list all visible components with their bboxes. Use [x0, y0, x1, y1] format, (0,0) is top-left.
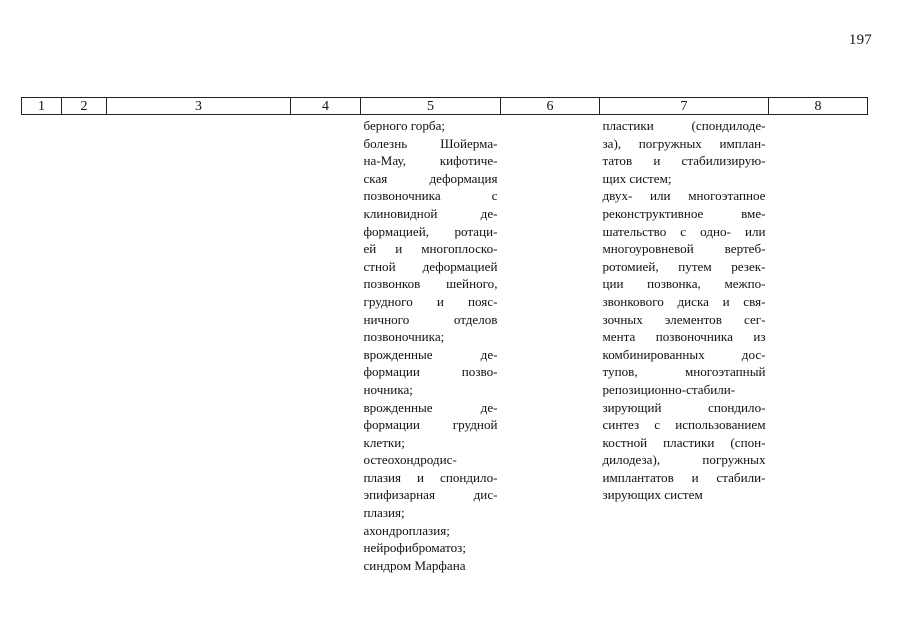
column-7-text — [600, 115, 769, 504]
text-line: ничного отделов — [363, 311, 498, 327]
text-line: имплантатов и стабили- — [602, 469, 766, 485]
cell-col-6 — [501, 115, 600, 575]
text-line: синдром Марфана — [363, 557, 466, 573]
text-line: позвоночника с — [363, 188, 498, 204]
cell-col-8 — [769, 115, 868, 575]
text-line: мента позвоночника из — [602, 329, 766, 345]
cell-col-2 — [62, 115, 107, 575]
text-line: ции позвонка, межпо- — [602, 276, 766, 292]
text-line: пластики (спондилоде- — [602, 118, 766, 133]
text-line: зочных элементов сег- — [602, 311, 766, 327]
column-header-5: 5 — [361, 98, 501, 115]
text-line: щих систем; — [602, 170, 672, 186]
text-line: костной пластики (спон- — [602, 434, 766, 450]
text-line: ахондроплазия; — [363, 522, 450, 538]
text-line: ночника; — [363, 381, 413, 397]
document-table — [21, 97, 868, 574]
table-row — [22, 115, 868, 575]
text-line: врожденные де- — [363, 346, 498, 362]
text-line: врожденные де- — [363, 399, 498, 415]
text-line: грудного и пояс- — [363, 293, 498, 309]
text-line: формации грудной — [363, 417, 498, 433]
text-line: ей и многоплоско- — [363, 241, 498, 257]
text-line: зирующий спондило- — [602, 399, 766, 415]
column-header-8: 8 — [769, 98, 868, 115]
text-line: позвоночника; — [363, 329, 445, 345]
cell-col-3 — [107, 115, 291, 575]
text-line: берного горба; — [363, 118, 446, 133]
column-header-4: 4 — [291, 98, 361, 115]
text-line: репозиционно-стабили- — [602, 381, 736, 397]
column-header-3: 3 — [107, 98, 291, 115]
text-line: тупов, многоэтапный — [602, 364, 766, 380]
text-line: формации позво- — [363, 364, 498, 380]
cell-col-1 — [22, 115, 62, 575]
text-line: стной деформацией — [363, 258, 498, 274]
text-line: дилодеза), погружных — [602, 452, 766, 468]
cell-col-7 — [600, 115, 769, 575]
text-line: синтез с использованием — [602, 417, 766, 433]
text-line: клиновидной де- — [363, 205, 498, 221]
column-header-6: 6 — [501, 98, 600, 115]
text-line: на-Мау, кифотиче- — [363, 153, 498, 169]
text-line: ротомией, путем резек- — [602, 258, 766, 274]
text-line: реконструктивное вме- — [602, 205, 766, 221]
column-5-text — [361, 115, 501, 574]
text-line: татов и стабилизирую- — [602, 153, 766, 169]
text-line: звонкового диска и свя- — [602, 293, 766, 309]
text-line: ская деформация — [363, 170, 498, 186]
column-header-1: 1 — [22, 98, 62, 115]
page-number: 197 — [848, 32, 872, 48]
text-line: плазия; — [363, 505, 405, 521]
text-line: эпифизарная дис- — [363, 487, 498, 503]
table-header-row — [22, 98, 868, 115]
text-line: плазия и спондило- — [363, 469, 498, 485]
column-header-7: 7 — [600, 98, 769, 115]
text-line: болезнь Шойерма- — [363, 135, 498, 151]
cell-col-4 — [291, 115, 361, 575]
text-line: зирующих систем — [602, 487, 703, 503]
text-line: формацией, ротаци- — [363, 223, 498, 239]
column-header-2: 2 — [62, 98, 107, 115]
text-line: остеохондродис- — [363, 452, 457, 468]
text-line: комбинированных дос- — [602, 346, 766, 362]
text-line: за), погружных имплан- — [602, 135, 766, 151]
text-line: двух- или многоэтапное — [602, 188, 766, 204]
text-line: шательство с одно- или — [602, 223, 766, 239]
text-line: многоуровневой вертеб- — [602, 241, 766, 257]
cell-col-5 — [361, 115, 501, 575]
text-line: нейрофиброматоз; — [363, 540, 466, 556]
text-line: позвонков шейного, — [363, 276, 498, 292]
text-line: клетки; — [363, 434, 405, 450]
